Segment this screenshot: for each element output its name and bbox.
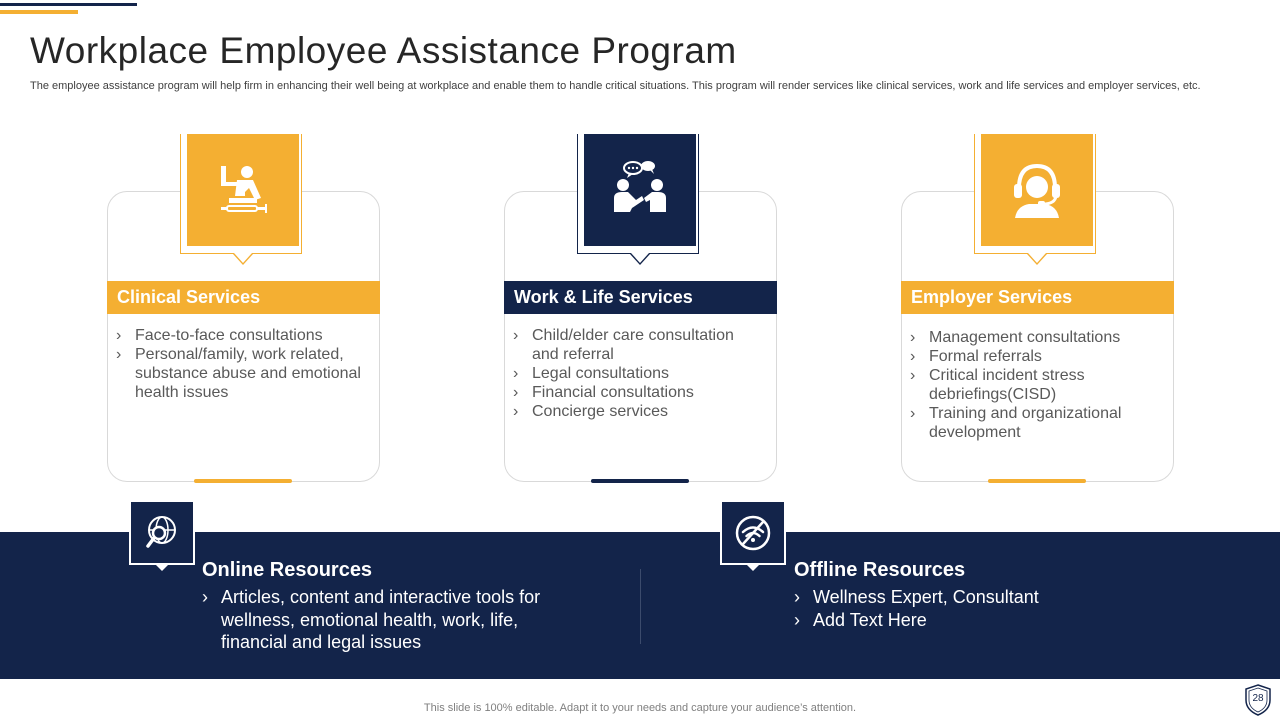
offline-resources-title: Offline Resources bbox=[794, 559, 966, 581]
list-item: › Management consultations bbox=[910, 328, 1160, 347]
card-accent-bar bbox=[194, 479, 292, 483]
slide-title: Workplace Employee Assistance Program bbox=[30, 30, 737, 71]
top-accent-gold-bar bbox=[0, 10, 78, 14]
online-resources-title: Online Resources bbox=[202, 559, 373, 581]
headset-support-icon bbox=[981, 134, 1093, 246]
web-search-icon bbox=[129, 500, 195, 565]
list-item: › Face-to-face consultations bbox=[116, 326, 366, 345]
work-life-services-header: Work & Life Services bbox=[504, 281, 777, 314]
list-item: › Financial consultations bbox=[513, 383, 763, 402]
list-item: › Legal consultations bbox=[513, 364, 763, 383]
online-resources-list bbox=[202, 586, 542, 654]
list-item: › Articles, content and interactive tools for wellness, emotional health, work, life, financial and legal issues bbox=[202, 586, 542, 654]
footer-note: This slide is 100% editable. Adapt it to your needs and capture your audience’s attention. bbox=[423, 702, 857, 714]
slide-subtitle: The employee assistance program will help firm in enhancing their well being at workplace and enable them to handle critical situations. This program will render services like clinical services, work and life services and employer services, etc. bbox=[30, 80, 1201, 92]
band-divider bbox=[640, 569, 641, 644]
medical-treatment-icon bbox=[187, 134, 299, 246]
list-item: › Critical incident stress debriefings(CISD) bbox=[910, 366, 1160, 404]
list-item: › Personal/family, work related, substance abuse and emotional health issues bbox=[116, 345, 366, 402]
page-number: 28 bbox=[1252, 693, 1264, 704]
offline-wifi-icon bbox=[720, 500, 786, 565]
list-item: › Concierge services bbox=[513, 402, 763, 421]
list-item: › Formal referrals bbox=[910, 347, 1160, 366]
list-item: › Training and organizational development bbox=[910, 404, 1160, 442]
list-item: › Wellness Expert, Consultant bbox=[794, 586, 1134, 609]
employer-services-header: Employer Services bbox=[901, 281, 1174, 314]
card-accent-bar bbox=[591, 479, 689, 483]
list-item: › Add Text Here bbox=[794, 609, 1134, 632]
clinical-services-list bbox=[116, 326, 366, 402]
employer-services-list bbox=[910, 328, 1160, 442]
icon-pointer bbox=[156, 565, 168, 571]
clinical-services-header: Clinical Services bbox=[107, 281, 380, 314]
top-accent-navy-bar bbox=[0, 3, 137, 6]
icon-pointer bbox=[747, 565, 759, 571]
conversation-icon bbox=[584, 134, 696, 246]
card-accent-bar bbox=[988, 479, 1086, 483]
work-life-services-list bbox=[513, 326, 763, 421]
list-item: › Child/elder care consultation and referral bbox=[513, 326, 763, 364]
offline-resources-list bbox=[794, 586, 1134, 631]
